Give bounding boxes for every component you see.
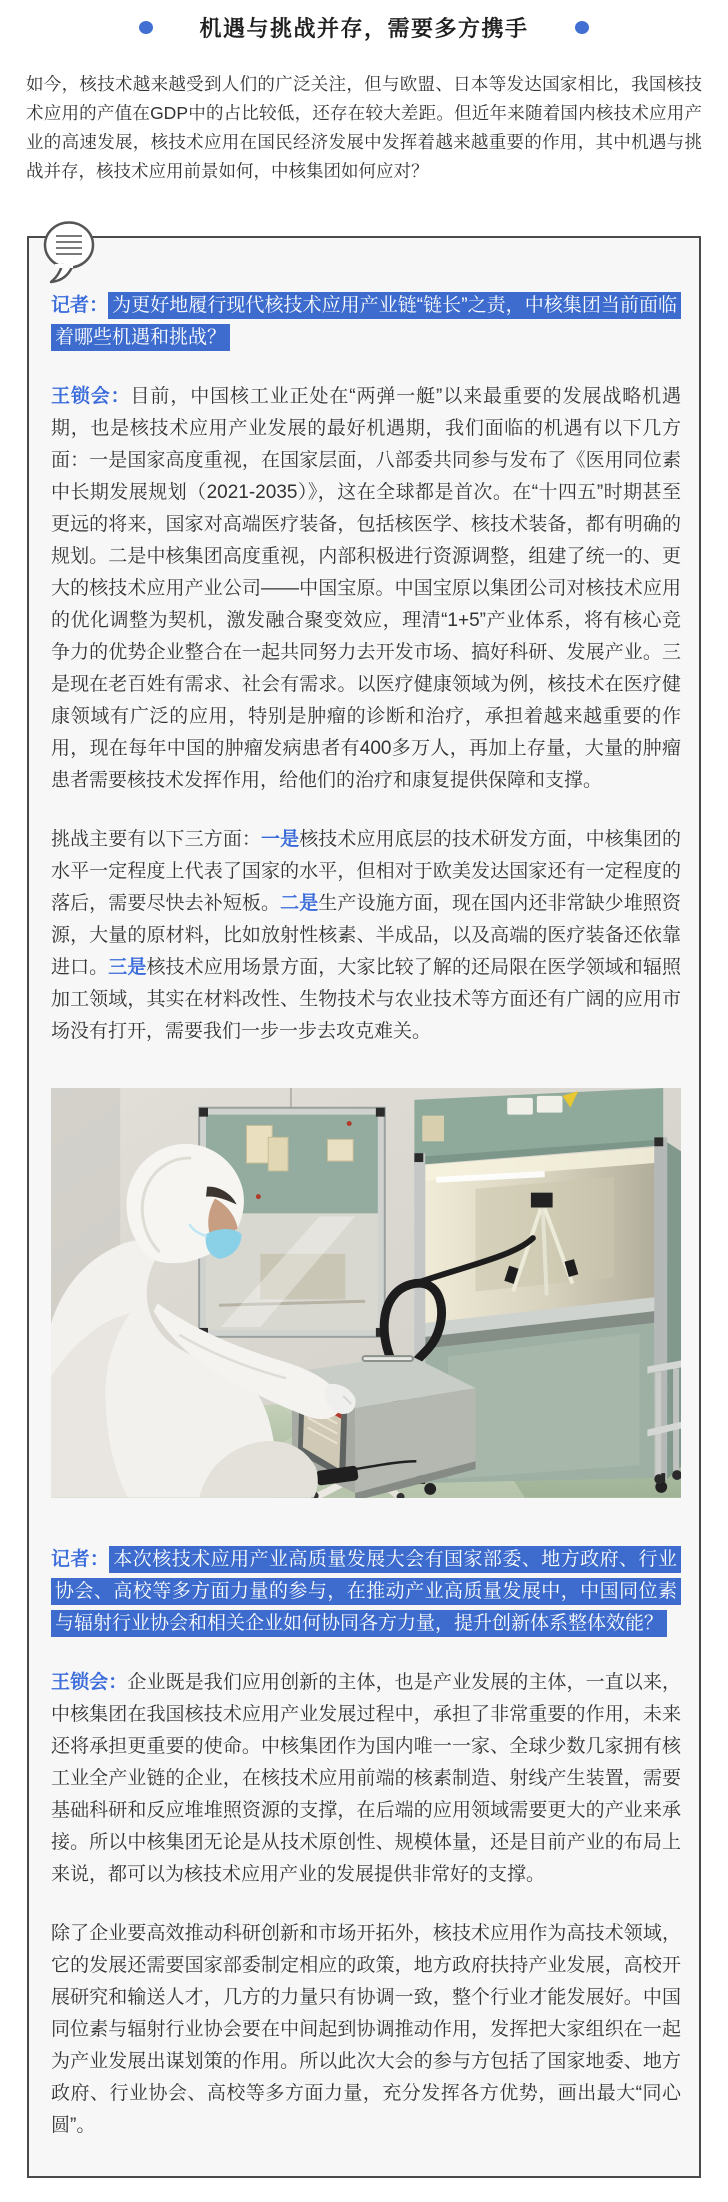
reporter-label: 记者：	[51, 295, 109, 316]
speaker-label-2: 王锁会：	[51, 1671, 128, 1693]
question-2-text: 本次核技术应用产业高质量发展大会有国家部委、地方政府、行业协会、高校等多方面力量的参与，在推动产业高质量发展中，中国同位素与辐射行业协会和相关企业如何协同各方力量，提升创新体系整体效能？	[51, 1546, 681, 1637]
question-2	[51, 1544, 681, 1640]
interview-box	[27, 236, 701, 2178]
challenges-text-1: 核技术应用底层的技术研发方面，中核集团的水平一定程度上代表了国家的水平，但相对于欧美发达国家还有一定程度的落后，需要尽快去补短板。	[51, 829, 681, 914]
answer-2-p1-text: 企业既是我们应用创新的主体，也是产业发展的主体，一直以来，中核集团在我国核技术应用产业发展过程中，承担了非常重要的作用，未来还将承担更重要的使命。中核集团作为国内唯一一家、全球少数几家拥有核工业全产业链的企业，在核技术应用前端的核素制造、射线产生装置，需要基础科研和反应堆堆照资源的支撑，在后端的应用领域需要更大的产业来承接。所以中核集团无论是从技术原创性、规模体量，还是目前产业的布局上来说，都可以为核技术应用产业的发展提供非常好的支撑。	[51, 1671, 681, 1885]
lab-photo	[51, 1088, 681, 1498]
answer-1-challenges	[51, 824, 681, 1048]
answer-2-p1	[51, 1667, 681, 1891]
speaker-label: 王锁会：	[51, 386, 131, 407]
title-dot-left-icon	[139, 21, 153, 34]
challenges-text-2: 生产设施方面，现在国内还非常缺少堆照资源，大量的原材料，比如放射性核素、半成品，以及高端的医疗装备还依靠进口。	[51, 893, 681, 978]
challenges-marker-2: 二是	[280, 893, 319, 914]
reporter-label-2: 记者：	[51, 1548, 110, 1570]
answer-1-opportunities	[51, 381, 681, 797]
speech-bubble-icon	[42, 220, 96, 286]
article-header	[0, 0, 728, 43]
lab-photo-figure	[51, 1088, 681, 1498]
challenges-marker-1: 一是	[261, 829, 300, 850]
answer-2-p2	[51, 1918, 681, 2142]
question-1	[51, 290, 681, 354]
page-title: 机遇与挑战并存，需要多方携手	[199, 16, 529, 41]
answer-2-p2-text: 除了企业要高效推动科研创新和市场开拓外，核技术应用作为高技术领域，它的发展还需要国家部委制定相应的政策，地方政府扶持产业发展，高校开展研究和输送人才，几方的力量只有协调一致，整个行业才能发展好。中国同位素与辐射行业协会要在中间起到协调推动作用，发挥把大家组织在一起为产业发展出谋划策的作用。所以此次大会的参与方包括了国家地委、地方政府、行业协会、高校等多方面力量，充分发挥各方优势，画出最大“同心圆”。	[51, 1922, 681, 2136]
intro-paragraph: 如今，核技术越来越受到人们的广泛关注，但与欧盟、日本等发达国家相比，我国核技术应用的产值在GDP中的占比较低，还存在较大差距。但近年来随着国内核技术应用产业的高速发展，核技术应用在国民经济发展中发挥着越来越重要的作用，其中机遇与挑战并存，核技术应用前景如何，中核集团如何应对？	[26, 74, 702, 181]
question-1-text: 为更好地履行现代核技术应用产业链“链长”之责，中核集团当前面临着哪些机遇和挑战？	[51, 292, 681, 351]
challenges-marker-3: 三是	[108, 957, 147, 978]
challenges-lead: 挑战主要有以下三方面：	[51, 829, 262, 850]
title-dot-right-icon	[575, 21, 589, 34]
challenges-text-3: 核技术应用场景方面，大家比较了解的还局限在医学领域和辐照加工领域，其实在材料改性、生物技术与农业技术等方面还有广阔的应用市场没有打开，需要我们一步一步去攻克难关。	[51, 957, 681, 1042]
answer-1-text: 目前，中国核工业正处在“两弹一艇”以来最重要的发展战略机遇期，也是核技术应用产业发展的最好机遇期，我们面临的机遇有以下几方面：一是国家高度重视，在国家层面，八部委共同参与发布了《医用同位素中长期发展规划（2021-2035）》，这在全球都是首次。在“十四五”时期甚至更远的将来，国家对高端医疗装备，包括核医学、核技术装备，都有明确的规划。二是中核集团高度重视，内部积极进行资源调整，组建了统一的、更大的核技术应用产业公司——中国宝原。中国宝原以集团公司对核技术应用的优化调整为契机，激发融合聚变效应，理清“1+5”产业体系，将有核心竞争力的优势企业整合在一起共同努力去开发市场、搞好科研、发展产业。三是现在老百姓有需求、社会有需求。以医疗健康领域为例，核技术在医疗健康领域有广泛的应用，特别是肿瘤的诊断和治疗，承担着越来越重要的作用，现在每年中国的肿瘤发病患者有400多万人，再加上存量，大量的肿瘤患者需要核技术发挥作用，给他们的治疗和康复提供保障和支撑。	[51, 386, 681, 791]
